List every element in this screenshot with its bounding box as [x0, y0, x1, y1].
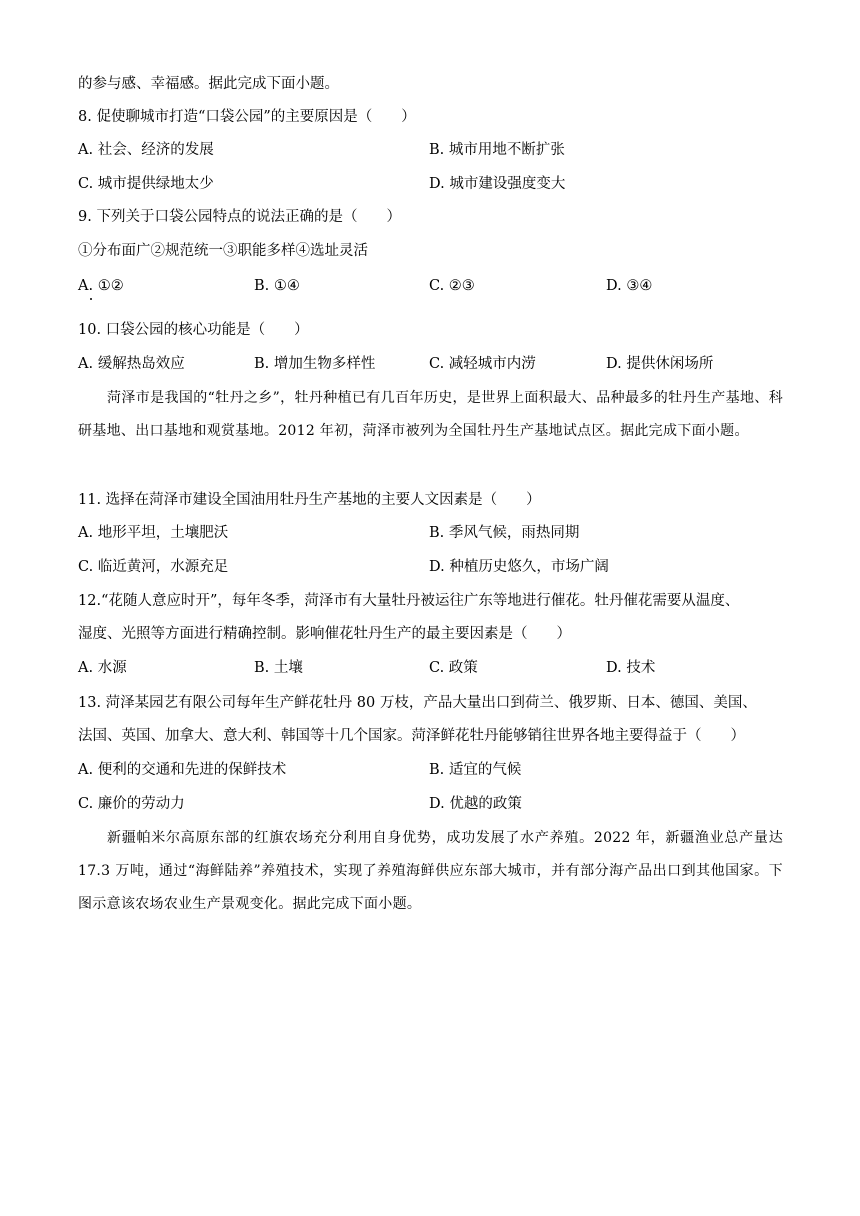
q9-option-b[interactable]: B. ①④ [254, 278, 300, 294]
q13-option-b[interactable]: B. 适宜的气候 [429, 762, 522, 778]
q9-option-d[interactable]: D. ③④ [606, 278, 653, 294]
question-11-options [78, 523, 788, 543]
q12-option-b[interactable]: B. 土壤 [254, 660, 303, 676]
xinjiang-intro-paragraph: 新疆帕米尔高原东部的红旗农场充分利用自身优势，成功发展了水产养殖。2022 年，新疆渔业总产量达 17.3 万吨，通过“海鲜陆养”养殖技术，实现了养殖海鲜供应东部大城市，并有部分海产品出口到其他国家。下图示意该农场农业生产景观变化。据此完成下面小题。 [78, 830, 783, 912]
question-12-line-2: 湿度、光照等方面进行精确控制。影响催花牡丹生产的最主要因素是（ ） [78, 626, 571, 642]
question-13-line-2: 法国、英国、加拿大、意大利、韩国等十几个国家。菏泽鲜花牡丹能够销往世界各地主要得益于（ ） [78, 728, 745, 744]
question-8-options [78, 140, 788, 160]
question-11: 11. 选择在菏泽市建设全国油用牡丹生产基地的主要人文因素是（ ） [78, 492, 541, 508]
q13-option-d[interactable]: D. 优越的政策 [429, 796, 522, 812]
stray-dot-mark [90, 298, 92, 300]
question-10-options [78, 354, 788, 374]
q8-option-a[interactable]: A. 社会、经济的发展 [78, 142, 214, 158]
question-12-options [78, 658, 788, 678]
q13-option-a[interactable]: A. 便利的交通和先进的保鲜技术 [78, 762, 287, 778]
q12-option-a[interactable]: A. 水源 [78, 660, 127, 676]
q11-option-a[interactable]: A. 地形平坦，土壤肥沃 [78, 525, 229, 541]
question-8: 8. 促使聊城市打造“口袋公园”的主要原因是（ ） [78, 109, 416, 125]
q10-option-d[interactable]: D. 提供休闲场所 [606, 356, 714, 372]
question-9-statements: ①分布面广②规范统一③职能多样④选址灵活 [78, 243, 368, 259]
question-12-line-1: 12.“花随人意应时开”，每年冬季，菏泽市有大量牡丹被运往广东等地进行催花。牡丹催花需要从温度、 [78, 593, 740, 609]
heze-intro-paragraph: 菏泽市是我国的“牡丹之乡”，牡丹种植已有几百年历史，是世界上面积最大、品种最多的牡丹生产基地、科研基地、出口基地和观赏基地。2012 年初，菏泽市被列为全国牡丹生产基地试点区。据此完成下面小题。 [78, 390, 783, 439]
q12-option-c[interactable]: C. 政策 [429, 660, 478, 676]
question-11-options-row2 [78, 557, 788, 577]
question-9: 9. 下列关于口袋公园特点的说法正确的是（ ） [78, 209, 401, 225]
q11-option-c[interactable]: C. 临近黄河，水源充足 [78, 559, 229, 575]
q12-option-d[interactable]: D. 技术 [606, 660, 656, 676]
question-9-options [78, 276, 788, 296]
q10-option-a[interactable]: A. 缓解热岛效应 [78, 356, 185, 372]
q11-option-d[interactable]: D. 种植历史悠久，市场广阔 [429, 559, 609, 575]
q13-option-c[interactable]: C. 廉价的劳动力 [78, 796, 185, 812]
intro-tail-text: 的参与感、幸福感。据此完成下面小题。 [78, 76, 339, 92]
q8-option-b[interactable]: B. 城市用地不断扩张 [429, 142, 565, 158]
q8-option-c[interactable]: C. 城市提供绿地太少 [78, 176, 214, 192]
question-13-line-1: 13. 菏泽某园艺有限公司每年生产鲜花牡丹 80 万枝，产品大量出口到荷兰、俄罗斯、日本、德国、美国、 [78, 695, 757, 711]
question-13-options [78, 760, 788, 780]
question-13-options-row2 [78, 794, 788, 814]
q10-option-b[interactable]: B. 增加生物多样性 [254, 356, 376, 372]
q10-option-c[interactable]: C. 减轻城市内涝 [429, 356, 536, 372]
q11-option-b[interactable]: B. 季风气候，雨热同期 [429, 525, 580, 541]
q9-option-c[interactable]: C. ②③ [429, 278, 475, 294]
q8-option-d[interactable]: D. 城市建设强度变大 [429, 176, 566, 192]
question-10: 10. 口袋公园的核心功能是（ ） [78, 322, 309, 338]
q9-option-a[interactable]: A. ①② [78, 278, 124, 294]
question-8-options-row2 [78, 174, 788, 194]
